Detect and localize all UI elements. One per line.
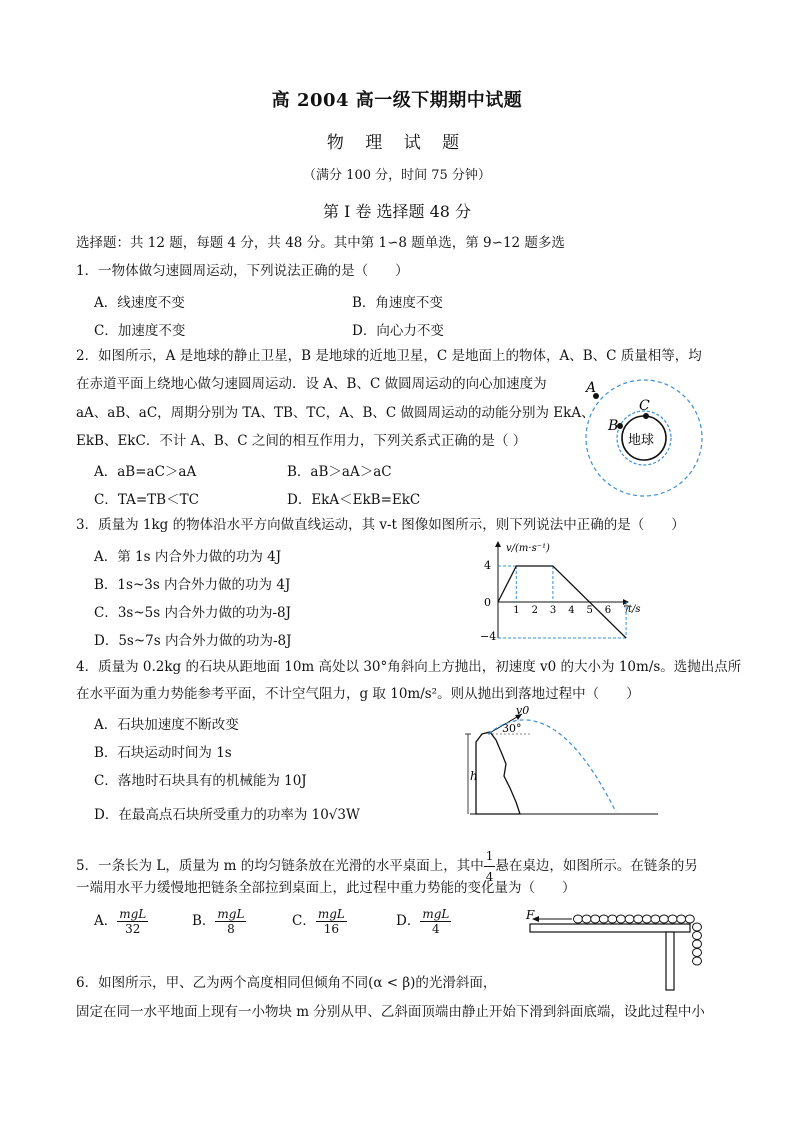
page-subtitle: 物 理 试 题 [326, 133, 468, 153]
label-h: h [470, 769, 478, 783]
x-tick-1: 1 [513, 605, 520, 616]
chain-link [582, 915, 591, 923]
instructions: 选择题：共 12 题，每题 4 分，共 48 分。其中第 1∽8 题单选，第 9∽12 题多选 [76, 235, 565, 251]
q1-option-d: D．向心力不变 [352, 323, 444, 339]
q5-option-b: B． $\frac{\text{mgL}}{8}$ [192, 907, 245, 936]
exam-note: （满分 100 分，时间 75 分钟） [303, 168, 491, 183]
chain-link [642, 915, 651, 923]
q3-vt-graph [476, 538, 656, 650]
q5-line2: 一端用水平力缓慢地把链条全部拉到桌面上，此过程中重力势能的变化量为（ ） [76, 880, 576, 896]
q5-chain-figure [520, 904, 720, 994]
chain-link [693, 940, 702, 948]
table-top [530, 924, 690, 932]
cliff [476, 732, 520, 814]
x-tick-2: 2 [531, 605, 538, 616]
q5-option-d: D． $\frac{\text{mgL}}{4}$ [396, 907, 450, 936]
chain-link [693, 957, 702, 965]
q5-line1: 5．一条长为 L，质量为 m 的均匀链条放在光滑的水平桌面上，其中 $\frac{1}{4}$ 悬在桌边，如图所示。在链条的另 [76, 846, 698, 887]
chain-link [651, 915, 660, 923]
q4-option-c: C．落地时石块具有的机械能为 10J [94, 773, 307, 789]
q5-frac-num: 1 [484, 846, 496, 867]
q4-option-d: D．在最高点石块所受重力的功率为 10√3W [94, 807, 360, 823]
q1-option-b: B．角速度不变 [352, 295, 443, 311]
q1-option-a: A．线速度不变 [94, 295, 185, 311]
q2-line1: 2．如图所示，A 是地球的静止卫星，B 是地球的近地卫星，C 是地面上的物体，A、B、C 质量相等，均 [76, 348, 702, 364]
q3-option-d: D．5s~7s 内合外力做的功为-8J [94, 633, 292, 649]
q1-stem: 1．一物体做匀速圆周运动，下列说法正确的是（ ） [76, 263, 409, 279]
table-leg [666, 932, 674, 990]
q3-option-c: C．3s~5s 内合外力做的功为-8J [94, 605, 292, 621]
q2-orbit-figure [578, 370, 714, 502]
y-tick-neg4: −4 [480, 630, 497, 643]
label-f: F [526, 908, 535, 922]
x-tick-3: 3 [549, 605, 557, 616]
chain-link [693, 949, 702, 957]
q1-option-c: C．加速度不变 [94, 323, 186, 339]
q2-line4: EkB、EkC．不计 A、B、C 之间的相互作用力，下列关系式正确的是（ ） [76, 433, 527, 449]
chain-link [693, 923, 702, 931]
chain-link [685, 915, 694, 923]
label-angle: 30° [502, 722, 522, 735]
q2-option-d: D．EkA＜EkB=EkC [287, 492, 421, 508]
chain-link [625, 915, 634, 923]
label-c: C [639, 398, 650, 414]
label-b: B [608, 418, 619, 434]
chain-link [677, 915, 686, 923]
section-heading: 第 I 卷 选择题 48 分 [322, 202, 472, 221]
chain-link [634, 915, 643, 923]
label-v0: v0 [516, 704, 530, 717]
q4-line1: 4．质量为 0.2kg 的石块从距地面 10m 高处以 30°角斜向上方抛出，初速度 v0 的大小为 10m/s。选抛出点所 [76, 659, 742, 675]
q4-option-a: A．石块加速度不断改变 [94, 717, 239, 733]
chain-link [591, 915, 600, 923]
y-tick-4: 4 [484, 559, 491, 572]
q2-option-b: B．aB＞aA＞aC [287, 464, 392, 480]
label-earth: 地球 [628, 433, 655, 448]
graph-ylabel: v/(m·s⁻¹) [506, 543, 550, 554]
q6-line1: 6．如图所示，甲、乙为两个高度相同但倾角不同(α < β)的光滑斜面， [76, 975, 497, 991]
q5-option-a: A． $\frac{\text{mgL}}{32}$ [94, 907, 147, 936]
q3-option-a: A．第 1s 内合外力做的功为 4J [94, 549, 282, 565]
x-tick-4: 4 [568, 605, 575, 616]
y-tick-0: 0 [484, 596, 491, 609]
q2-line3: aA、aB、aC，周期分别为 TA、TB、TC，A、B、C 做圆周运动的动能分别为 EkA、 [76, 405, 595, 421]
chain-link [693, 932, 702, 940]
page-title: 高 2004 高一级下期期中试题 [271, 90, 523, 111]
chain-link [574, 915, 583, 923]
q6-line2: 固定在同一水平地面上现有一小物块 m 分别从甲、乙斜面顶端由静止开始下滑到斜面底端，设此过程中小 [76, 1004, 705, 1020]
label-a: A [586, 380, 597, 396]
q5-option-c: C． $\frac{\text{mgL}}{16}$ [292, 907, 345, 936]
chain [574, 915, 702, 965]
chain-link [660, 915, 669, 923]
q3-option-b: B．1s~3s 内合外力做的功为 4J [94, 577, 291, 593]
graph-xlabel: t/s [628, 604, 641, 615]
x-tick-5: 5 [586, 605, 593, 616]
q4-line2: 在水平面为重力势能参考平面，不计空气阻力，g 取 10m/s²。则从抛出到落地过程中（ ） [76, 686, 640, 702]
q3-stem: 3．质量为 1kg 的物体沿水平方向做直线运动，其 v-t 图像如图所示，则下列说法中正确的是（ ） [76, 517, 685, 533]
x-tick-6: 6 [604, 605, 612, 616]
q2-option-c: C．TA=TB＜TC [94, 492, 199, 508]
q4-option-b: B．石块运动时间为 1s [94, 745, 232, 761]
q2-line2: 在赤道平面上绕地心做匀速圆周运动．设 A、B、C 做圆周运动的向心加速度为 [76, 376, 547, 392]
x-tick-7: 7 [623, 605, 630, 616]
q5-frac-den: 4 [485, 870, 494, 884]
chain-link [617, 915, 626, 923]
chain-link [668, 915, 677, 923]
chain-link [599, 915, 608, 923]
q4-projectile-figure [462, 704, 662, 820]
chain-link [608, 915, 617, 923]
q2-option-a: A．aB=aC＞aA [94, 464, 197, 480]
